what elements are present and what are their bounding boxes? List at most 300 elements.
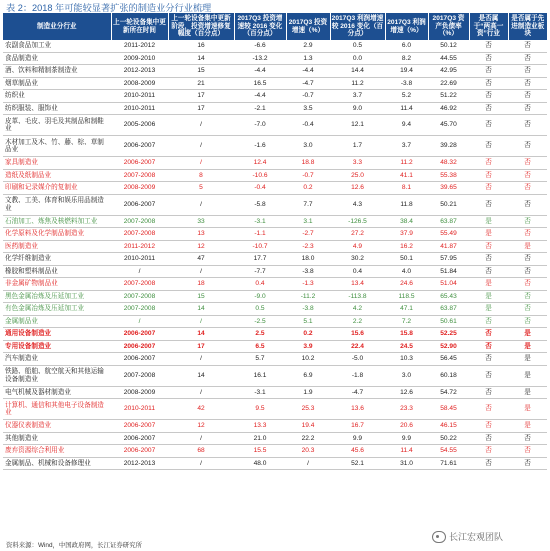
table-cell: 15 <box>168 65 234 78</box>
table-cell: 是 <box>469 303 508 316</box>
table-cell: 11.8 <box>385 194 428 215</box>
industry-name-cell: 酒、饮料和精制茶制造业 <box>3 65 111 78</box>
table-row <box>3 278 547 291</box>
table-cell: 12 <box>168 420 234 433</box>
col-header: 是否属于先进制造业板块 <box>508 13 547 40</box>
table-cell: 15.8 <box>385 328 428 341</box>
table-cell: 2007-2008 <box>111 365 168 386</box>
table-row <box>3 240 547 253</box>
table-row <box>3 136 547 157</box>
industry-name-cell: 木材加工及木、竹、藤、棕、草制品业 <box>3 136 111 157</box>
table-cell: 54.72 <box>428 386 469 399</box>
table-cell: 21 <box>168 77 234 90</box>
table-cell: 15.5 <box>234 445 286 458</box>
table-cell: 否 <box>508 315 547 328</box>
table-cell: 6.9 <box>286 365 330 386</box>
table-cell: 2006-2007 <box>111 157 168 170</box>
table-cell: 16.5 <box>234 77 286 90</box>
table-cell: 18.8 <box>286 157 330 170</box>
table-cell: -4.4 <box>234 65 286 78</box>
table-cell: 2011-2012 <box>111 240 168 253</box>
table-cell: 否 <box>469 315 508 328</box>
table-cell: 0.4 <box>330 265 385 278</box>
table-cell: 16.7 <box>330 420 385 433</box>
table-cell: 2008-2009 <box>111 77 168 90</box>
table-cell: 60.18 <box>428 365 469 386</box>
table-cell: 否 <box>508 265 547 278</box>
industry-name-cell: 烟草制品业 <box>3 77 111 90</box>
table-cell: 17 <box>168 340 234 353</box>
table-cell: 2010-2011 <box>111 90 168 103</box>
table-cell: -0.7 <box>286 90 330 103</box>
table-cell: 5 <box>168 182 234 195</box>
table-cell: 12 <box>168 240 234 253</box>
table-cell: -1.1 <box>234 228 286 241</box>
table-cell: 37.9 <box>385 228 428 241</box>
industry-name-cell: 文教、工美、体育和娱乐用品制造业 <box>3 194 111 215</box>
table-cell: 2.9 <box>286 40 330 52</box>
table-cell: 50.12 <box>428 40 469 52</box>
table-cell: 否 <box>469 420 508 433</box>
table-cell: 51.04 <box>428 278 469 291</box>
table-cell: 3.1 <box>286 215 330 228</box>
table-cell: -7.0 <box>234 115 286 136</box>
table-cell: 3.3 <box>330 157 385 170</box>
table-cell: 11.4 <box>385 445 428 458</box>
col-header: 是否属于“两高一资”行业 <box>469 13 508 40</box>
table-cell: 46.15 <box>428 420 469 433</box>
table-cell: 47.1 <box>385 303 428 316</box>
industry-name-cell: 橡胶和塑料制品业 <box>3 265 111 278</box>
table-cell: / <box>168 432 234 445</box>
table-cell: 3.7 <box>385 136 428 157</box>
table-cell: 2.5 <box>234 328 286 341</box>
table-cell: 2006-2007 <box>111 445 168 458</box>
table-row <box>3 169 547 182</box>
table-cell: / <box>168 115 234 136</box>
table-cell: 11.2 <box>330 77 385 90</box>
table-cell: 是 <box>508 399 547 420</box>
table-cell: 42 <box>168 399 234 420</box>
table-cell: -0.4 <box>286 115 330 136</box>
industry-name-cell: 黑色金属冶炼及压延加工业 <box>3 290 111 303</box>
table-cell: 否 <box>508 215 547 228</box>
table-cell: 54.55 <box>428 445 469 458</box>
table-cell: -2.3 <box>286 240 330 253</box>
table-row <box>3 102 547 115</box>
table-cell: 4.9 <box>330 240 385 253</box>
table-cell: 65.43 <box>428 290 469 303</box>
table-cell: 否 <box>508 65 547 78</box>
table-cell: 45.70 <box>428 115 469 136</box>
table-cell: 是 <box>469 278 508 291</box>
table-cell: 1.9 <box>286 386 330 399</box>
table-row <box>3 328 547 341</box>
table-cell: / <box>168 157 234 170</box>
table-cell: 否 <box>508 253 547 266</box>
table-cell: 否 <box>508 303 547 316</box>
table-cell: 15 <box>168 290 234 303</box>
table-cell: 2007-2008 <box>111 278 168 291</box>
table-cell: -3.8 <box>286 303 330 316</box>
table-row <box>3 420 547 433</box>
table-cell: 否 <box>508 194 547 215</box>
table-cell: 6.0 <box>385 40 428 52</box>
table-cell: -2.7 <box>286 228 330 241</box>
industry-name-cell: 家具制造业 <box>3 157 111 170</box>
table-cell: 否 <box>469 457 508 470</box>
table-cell: 30.2 <box>330 253 385 266</box>
table-cell: 24.5 <box>385 340 428 353</box>
industry-name-cell: 印刷和记录媒介的复制业 <box>3 182 111 195</box>
table-cell: 9.0 <box>330 102 385 115</box>
table-row <box>3 457 547 470</box>
table-cell: 否 <box>469 399 508 420</box>
table-cell: 16.2 <box>385 240 428 253</box>
table-cell: -13.2 <box>234 52 286 65</box>
table-cell: 否 <box>469 52 508 65</box>
table-cell: 是 <box>508 353 547 366</box>
table-cell: 2010-2011 <box>111 253 168 266</box>
table-cell: 5.2 <box>385 90 428 103</box>
table-cell: 22.69 <box>428 77 469 90</box>
table-cell: 14.4 <box>330 65 385 78</box>
table-cell: 17 <box>168 102 234 115</box>
table-cell: 否 <box>469 445 508 458</box>
table-cell: 否 <box>469 365 508 386</box>
table-cell: 否 <box>469 432 508 445</box>
table-cell: 否 <box>508 77 547 90</box>
table-cell: / <box>111 315 168 328</box>
table-cell: 27.2 <box>330 228 385 241</box>
table-cell: 5.1 <box>286 315 330 328</box>
table-cell: 是 <box>508 240 547 253</box>
table-cell: 50.21 <box>428 194 469 215</box>
table-cell: / <box>168 457 234 470</box>
table-cell: 12.4 <box>234 157 286 170</box>
table-cell: 23.3 <box>385 399 428 420</box>
industry-name-cell: 纺织业 <box>3 90 111 103</box>
table-cell: -3.8 <box>385 77 428 90</box>
table-cell: / <box>111 265 168 278</box>
table-cell: 否 <box>508 228 547 241</box>
table-cell: / <box>168 353 234 366</box>
table-cell: 2006-2007 <box>111 328 168 341</box>
industry-name-cell: 专用设备制造业 <box>3 340 111 353</box>
table-cell: 58.45 <box>428 399 469 420</box>
table-cell: 19.4 <box>286 420 330 433</box>
table-row <box>3 115 547 136</box>
table-cell: 2012-2013 <box>111 65 168 78</box>
table-cell: 否 <box>508 40 547 52</box>
table-cell: 3.0 <box>385 365 428 386</box>
table-cell: -1.6 <box>234 136 286 157</box>
table-cell: 1.7 <box>330 136 385 157</box>
table-row <box>3 353 547 366</box>
table-cell: 否 <box>508 290 547 303</box>
table-cell: 2006-2007 <box>111 340 168 353</box>
table-cell: -4.4 <box>234 90 286 103</box>
table-cell: 39.28 <box>428 136 469 157</box>
table-cell: 0.4 <box>234 278 286 291</box>
table-cell: 否 <box>508 182 547 195</box>
table-cell: -2.1 <box>234 102 286 115</box>
table-cell: 6.5 <box>234 340 286 353</box>
col-header: 制造业分行业 <box>3 13 111 40</box>
table-cell: 2012-2013 <box>111 457 168 470</box>
table-row <box>3 290 547 303</box>
industry-table <box>3 13 547 470</box>
table-cell: 41.87 <box>428 240 469 253</box>
table-cell: 41.1 <box>385 169 428 182</box>
table-cell: 是 <box>469 215 508 228</box>
table-cell: 63.87 <box>428 303 469 316</box>
table-cell: 否 <box>469 265 508 278</box>
table-row <box>3 52 547 65</box>
table-cell: 2009-2010 <box>111 52 168 65</box>
table-cell: 20.6 <box>385 420 428 433</box>
col-header: 2017Q3 投资增速（%） <box>286 13 330 40</box>
table-cell: 15.6 <box>330 328 385 341</box>
table-cell: 否 <box>508 278 547 291</box>
table-cell: 否 <box>469 102 508 115</box>
table-cell: 12.1 <box>330 115 385 136</box>
table-cell: 否 <box>508 90 547 103</box>
table-cell: 10.2 <box>286 353 330 366</box>
table-cell: 45.6 <box>330 445 385 458</box>
table-cell: 否 <box>469 182 508 195</box>
table-row <box>3 399 547 420</box>
table-cell: -0.4 <box>234 182 286 195</box>
table-cell: -113.8 <box>330 290 385 303</box>
table-cell: -10.7 <box>234 240 286 253</box>
table-row <box>3 228 547 241</box>
table-cell: 20.3 <box>286 445 330 458</box>
table-row <box>3 77 547 90</box>
table-cell: -4.7 <box>286 77 330 90</box>
table-cell: -10.6 <box>234 169 286 182</box>
table-row <box>3 253 547 266</box>
industry-name-cell: 金属制品业 <box>3 315 111 328</box>
industry-name-cell: 其他制造业 <box>3 432 111 445</box>
table-row <box>3 432 547 445</box>
table-row <box>3 215 547 228</box>
table-cell: 55.49 <box>428 228 469 241</box>
table-cell: 2.2 <box>330 315 385 328</box>
table-cell: 是 <box>508 386 547 399</box>
table-cell: -1.8 <box>330 365 385 386</box>
table-cell: 9.9 <box>385 432 428 445</box>
table-cell: 0.5 <box>330 40 385 52</box>
table-cell: 0.0 <box>330 52 385 65</box>
table-cell: 12.6 <box>330 182 385 195</box>
table-cell: 2006-2007 <box>111 136 168 157</box>
table-cell: 2008-2009 <box>111 182 168 195</box>
table-cell: 38.4 <box>385 215 428 228</box>
table-cell: 否 <box>469 77 508 90</box>
table-cell: 52.90 <box>428 340 469 353</box>
table-cell: 10.3 <box>385 353 428 366</box>
table-cell: 是 <box>469 228 508 241</box>
table-body <box>3 40 547 470</box>
table-cell: -1.3 <box>286 278 330 291</box>
table-cell: 0.5 <box>234 303 286 316</box>
table-cell: 46.92 <box>428 102 469 115</box>
table-cell: 否 <box>469 65 508 78</box>
table-cell: 3.5 <box>286 102 330 115</box>
table-cell: / <box>168 136 234 157</box>
industry-name-cell: 通用设备制造业 <box>3 328 111 341</box>
table-cell: 2006-2007 <box>111 194 168 215</box>
table-cell: 否 <box>508 432 547 445</box>
table-cell: 13.6 <box>330 399 385 420</box>
table-row <box>3 365 547 386</box>
table-cell: 16.1 <box>234 365 286 386</box>
table-cell: -3.1 <box>234 215 286 228</box>
table-cell: 11.2 <box>385 157 428 170</box>
col-header: 2017Q3 利润增速较 2016 变化（百分点） <box>330 13 385 40</box>
table-cell: -3.8 <box>286 265 330 278</box>
table-cell: 51.84 <box>428 265 469 278</box>
table-row <box>3 445 547 458</box>
industry-name-cell: 医药制造业 <box>3 240 111 253</box>
table-cell: 11.4 <box>385 102 428 115</box>
table-cell: -6.6 <box>234 40 286 52</box>
industry-name-cell: 造纸及纸制品业 <box>3 169 111 182</box>
table-cell: 17.7 <box>234 253 286 266</box>
industry-name-cell: 非金属矿物制品业 <box>3 278 111 291</box>
table-cell: 2007-2008 <box>111 169 168 182</box>
col-header: 上一轮设备集中更新所在时间 <box>111 13 168 40</box>
table-cell: 14 <box>168 328 234 341</box>
industry-name-cell: 铁路、船舶、航空航天和其他运输设备制造业 <box>3 365 111 386</box>
table-cell: 39.65 <box>428 182 469 195</box>
table-cell: 4.3 <box>330 194 385 215</box>
table-cell: 14 <box>168 365 234 386</box>
table-cell: / <box>168 386 234 399</box>
table-cell: 否 <box>469 386 508 399</box>
table-cell: 2007-2008 <box>111 290 168 303</box>
table-cell: 52.1 <box>330 457 385 470</box>
table-cell: 118.5 <box>385 290 428 303</box>
table-cell: 2006-2007 <box>111 432 168 445</box>
table-cell: -0.7 <box>286 169 330 182</box>
table-cell: 是 <box>469 290 508 303</box>
table-cell: 68 <box>168 445 234 458</box>
table-row <box>3 65 547 78</box>
table-cell: -11.2 <box>286 290 330 303</box>
table-cell: 是 <box>508 328 547 341</box>
table-cell: 否 <box>508 115 547 136</box>
industry-name-cell: 农副食品加工业 <box>3 40 111 52</box>
industry-name-cell: 食品制造业 <box>3 52 111 65</box>
table-cell: -126.5 <box>330 215 385 228</box>
table-row <box>3 265 547 278</box>
table-cell: -5.0 <box>330 353 385 366</box>
table-cell: 50.22 <box>428 432 469 445</box>
table-cell: / <box>168 265 234 278</box>
table-cell: 56.45 <box>428 353 469 366</box>
industry-name-cell: 仪器仪表制造业 <box>3 420 111 433</box>
industry-name-cell: 有色金属冶炼及压延加工业 <box>3 303 111 316</box>
industry-name-cell: 纺织服装、服饰业 <box>3 102 111 115</box>
table-cell: 2007-2008 <box>111 228 168 241</box>
table-cell: 47 <box>168 253 234 266</box>
table-cell: / <box>286 457 330 470</box>
industry-name-cell: 计算机、通信和其他电子设备制造业 <box>3 399 111 420</box>
table-cell: 8.1 <box>385 182 428 195</box>
table-cell: 否 <box>508 52 547 65</box>
table-title: 表 2：2018 年可能较显著扩张的制造业分行业梳理 <box>6 3 212 13</box>
table-cell: 55.38 <box>428 169 469 182</box>
table-cell: 7.2 <box>385 315 428 328</box>
table-cell: 是 <box>508 340 547 353</box>
table-row <box>3 182 547 195</box>
table-cell: 18.0 <box>286 253 330 266</box>
table-row <box>3 194 547 215</box>
industry-name-cell: 废弃资源综合利用业 <box>3 445 111 458</box>
table-cell: 9.4 <box>385 115 428 136</box>
table-cell: 13.4 <box>330 278 385 291</box>
table-cell: 9.5 <box>234 399 286 420</box>
table-cell: 否 <box>469 157 508 170</box>
industry-name-cell: 化学纤维制造业 <box>3 253 111 266</box>
header-row <box>3 13 547 40</box>
table-row <box>3 157 547 170</box>
table-cell: 否 <box>469 115 508 136</box>
table-cell: 24.6 <box>385 278 428 291</box>
table-cell: 33 <box>168 215 234 228</box>
table-cell: 否 <box>469 253 508 266</box>
table-row <box>3 315 547 328</box>
table-cell: 31.0 <box>385 457 428 470</box>
table-cell: 3.9 <box>286 340 330 353</box>
industry-name-cell: 电气机械及器材制造业 <box>3 386 111 399</box>
table-cell: 8 <box>168 169 234 182</box>
table-cell: 57.95 <box>428 253 469 266</box>
table-cell: 48.0 <box>234 457 286 470</box>
table-cell: 否 <box>508 157 547 170</box>
table-cell: 否 <box>469 353 508 366</box>
table-cell: 7.7 <box>286 194 330 215</box>
table-row <box>3 90 547 103</box>
table-cell: 52.25 <box>428 328 469 341</box>
table-cell: 50.1 <box>385 253 428 266</box>
table-cell: 2011-2012 <box>111 40 168 52</box>
table-cell: 12.6 <box>385 386 428 399</box>
table-cell: 44.55 <box>428 52 469 65</box>
table-cell: 19.4 <box>385 65 428 78</box>
table-cell: 22.2 <box>286 432 330 445</box>
table-cell: 18 <box>168 278 234 291</box>
table-cell: 71.61 <box>428 457 469 470</box>
table-cell: 14 <box>168 52 234 65</box>
table-cell: 13.3 <box>234 420 286 433</box>
table-cell: 否 <box>469 90 508 103</box>
table-cell: 17 <box>168 90 234 103</box>
table-cell: 42.95 <box>428 65 469 78</box>
table-cell: 25.3 <box>286 399 330 420</box>
table-cell: -2.5 <box>234 315 286 328</box>
industry-name-cell: 皮革、毛皮、羽毛及其制品和制鞋业 <box>3 115 111 136</box>
table-cell: 9.9 <box>330 432 385 445</box>
table-cell: 25.0 <box>330 169 385 182</box>
table-cell: 1.3 <box>286 52 330 65</box>
table-cell: / <box>168 194 234 215</box>
table-row <box>3 303 547 316</box>
table-cell: 14 <box>168 303 234 316</box>
table-cell: -7.7 <box>234 265 286 278</box>
